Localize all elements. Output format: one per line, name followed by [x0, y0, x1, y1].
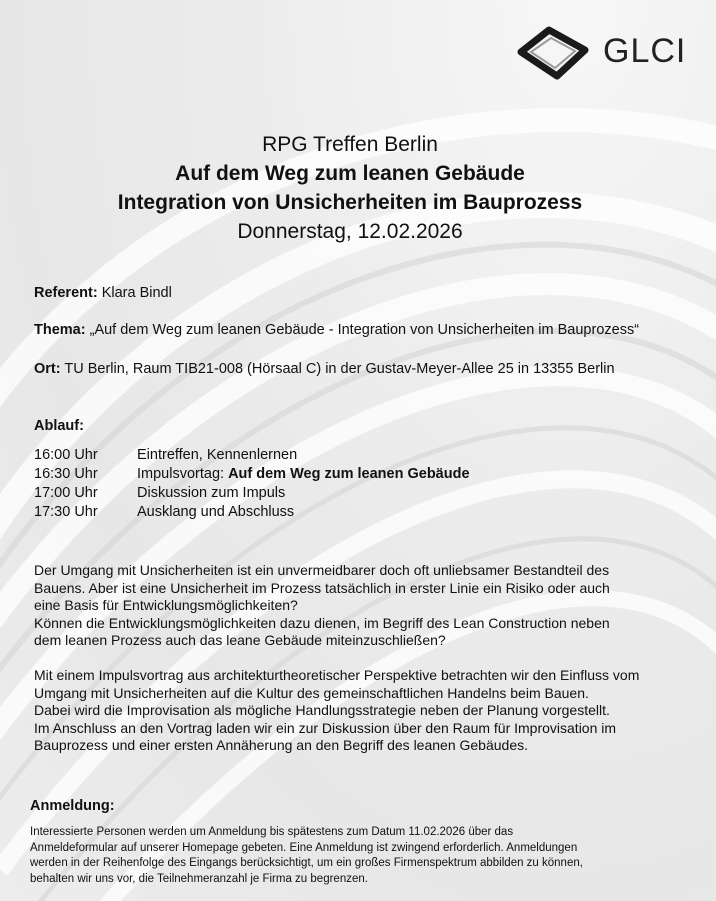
paragraph-line: Im Anschluss an den Vortrag laden wir ein zur Diskussion über den Raum für Improvisation im — [34, 719, 617, 736]
event-date: Donnerstag, 12.02.2026 — [237, 220, 463, 243]
paragraph-line: Umgang mit Unsicherheiten auf die Kultur des gemeinschaftlichen Handelns beim Bauen. — [34, 684, 589, 701]
agenda-text: Ausklang und Abschluss — [137, 504, 295, 520]
agenda-time: 16:30 Uhr — [34, 466, 98, 482]
agenda-row — [34, 484, 470, 503]
agenda-text-bold: Auf dem Weg zum leanen Gebäude — [228, 466, 470, 482]
paragraph-line: Bauens. Aber ist eine Unsicherheit im Prozess tatsächlich in erster Linie ein Risiko oder auch — [34, 579, 610, 596]
paragraph-line: Mit einem Impulsvortrag aus architekturtheoretischer Perspektive betrachten wir den Einfluss vom — [34, 667, 640, 683]
agenda-time: 17:00 Uhr — [34, 485, 98, 501]
description-paragraph-1 — [34, 562, 694, 650]
agenda-row — [34, 465, 470, 484]
referent-line — [34, 285, 172, 301]
thema-line — [34, 322, 639, 338]
event-header — [0, 130, 700, 246]
thema-label: Thema: — [34, 322, 86, 338]
agenda-time: 16:00 Uhr — [34, 447, 98, 463]
thema-value: „Auf dem Weg zum leanen Gebäude - Integration von Unsicherheiten im Bauprozess“ — [89, 322, 640, 338]
ort-line — [34, 361, 615, 377]
referent-label: Referent: — [34, 285, 98, 301]
event-title: Auf dem Weg zum leanen Gebäude — [175, 162, 525, 185]
paragraph-line: Können die Entwicklungsmöglichkeiten dazu dienen, im Begriff des Lean Construction neben — [34, 614, 610, 631]
agenda-time: 17:30 Uhr — [34, 504, 98, 520]
anmeldung-line: Anmeldeformular auf unserer Homepage gebeten. Eine Anmeldung ist zwingend erforderlich. Anmeldungen — [30, 841, 578, 854]
ort-label: Ort: — [34, 361, 61, 377]
paragraph-line: eine Basis für Entwicklungsmöglichkeiten? — [34, 597, 298, 614]
anmeldung-line: Interessierte Personen werden um Anmeldung bis spätestens zum Datum 11.02.2026 über das — [30, 826, 514, 838]
agenda-list — [34, 446, 470, 522]
referent-value: Klara Bindl — [101, 285, 172, 301]
agenda-row — [34, 446, 470, 465]
agenda-text-plain: Impulsvortag: — [137, 466, 229, 482]
ablauf-title: Ablauf: — [34, 418, 84, 434]
event-series-title: RPG Treffen Berlin — [262, 133, 438, 156]
glci-logo-text: GLCI — [603, 32, 687, 70]
anmeldung-line: werden in der Reihenfolge des Eingangs berücksichtigt, um ein großes Firmenspektrum abbilden zu können, — [30, 857, 583, 869]
paragraph-line: Dabei wird die Improvisation als mögliche Handlungsstrategie neben der Planung vorgestellt. — [34, 702, 610, 719]
paragraph-line: Bauprozess und einer ersten Annäherung an den Begriff des leanen Gebäudes. — [34, 737, 528, 754]
description-paragraph-2 — [34, 667, 694, 755]
paragraph-line: dem leanen Prozess auch das leane Gebäude miteinzuschließen? — [34, 632, 446, 649]
agenda-text: Eintreffen, Kennenlernen — [137, 447, 298, 463]
ort-value: TU Berlin, Raum TIB21-008 (Hörsaal C) in der Gustav-Meyer-Allee 25 in 13355 Berlin — [64, 361, 615, 377]
anmeldung-line: behalten wir uns vor, die Teilnehmeranzahl je Firma zu begrenzen. — [30, 872, 368, 885]
anmeldung-text — [30, 825, 700, 887]
paragraph-line: Der Umgang mit Unsicherheiten ist ein unvermeidbarer doch oft unliebsamer Bestandteil des — [34, 562, 610, 578]
anmeldung-title: Anmeldung: — [30, 798, 115, 814]
agenda-text — [137, 465, 470, 484]
agenda-text: Diskussion zum Impuls — [137, 485, 286, 501]
agenda-row — [34, 503, 470, 522]
event-subtitle: Integration von Unsicherheiten im Bauprozess — [117, 191, 583, 214]
